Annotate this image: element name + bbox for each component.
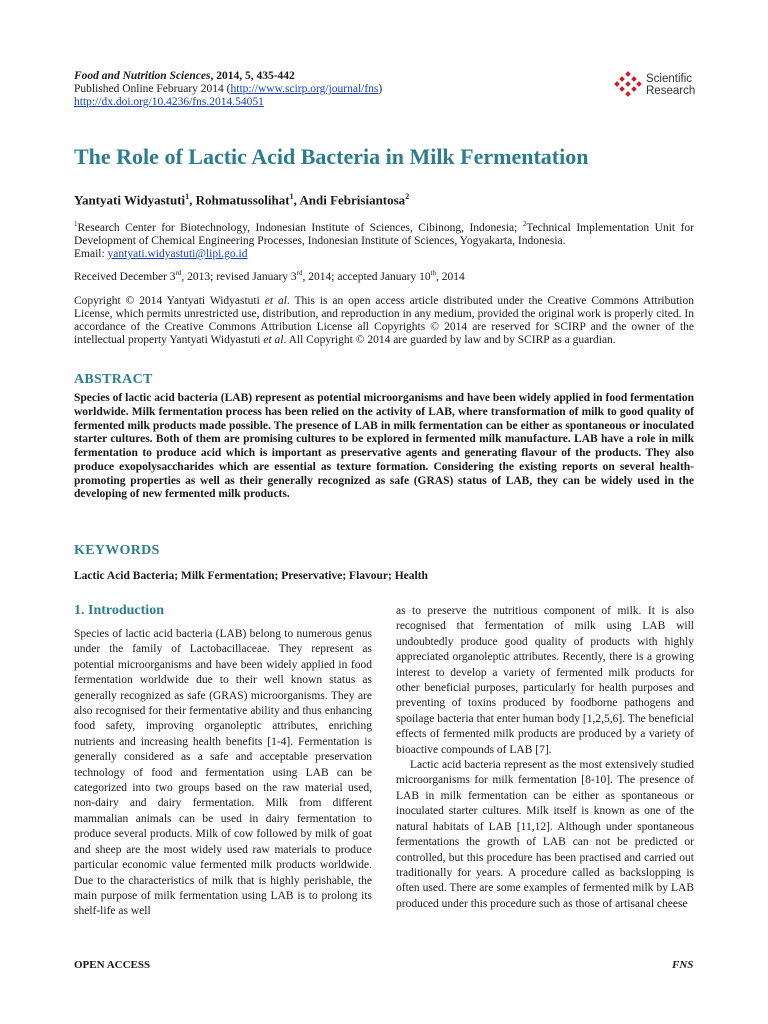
journal-name: Food and Nutrition Sciences — [74, 70, 211, 82]
left-column — [74, 627, 372, 920]
intro-paragraph-2: Lactic acid bacteria represent as the most extensively studied microorganisms for milk fermentation [8-10]. The presence of LAB in milk fermentation can be either as spontaneous or inoculated starter cultures. Milk itself is known as one of the natural habitats of LAB [11,12]. Although under spontaneous fermentations the growth of LAB can not be predicted or controlled, but this procedure has been practised and carried out traditionally for years. A procedure called as backslopping is often used. There are some examples of fermented milk by LAB produced under this procedure such as those of artisanal cheese — [396, 759, 694, 910]
intro-paragraph-1-cont: as to preserve the nutritious component of milk. It is also recognised that fermentation of milk using LAB will undoubtedly produce good quality of products with highly appreciated organoleptic attributes. Recently, there is a growing interest to develop a variety of fermented milk products for other beneficial purposes, particularly for health purposes and preventing of toxins produced by foodborne pathogens and spoilage bacteria that enter human body [1,2,5,6]. The beneficial effects of fermented milk products are produced by a variety of bioactive compounds of LAB [7]. — [396, 605, 694, 756]
affil-1-mark: 1 — [74, 220, 78, 228]
affiliations — [74, 218, 694, 261]
copyright-part-3: . All Copyright © 2014 are guarded by law and by SCIRP as a guardian. — [283, 334, 616, 346]
journal-header — [74, 70, 694, 109]
affil-2-mark: 2 — [522, 220, 527, 228]
affil-2-text: Technical Implementation Unit for Development of Chemical Engineering Processes, Indonesian Institute of Sciences, Yogyakarta, Indonesia. — [74, 221, 694, 247]
introduction-heading: 1. Introduction — [74, 603, 164, 618]
logo-text — [646, 73, 695, 98]
footer-journal-abbrev: FNS — [672, 959, 694, 971]
received-dates — [74, 269, 465, 283]
doi-link[interactable]: http://dx.doi.org/10.4236/fns.2014.54051 — [74, 96, 264, 108]
published-prefix: Published Online February 2014 ( — [74, 83, 231, 95]
author-1-affil: 1 — [185, 192, 190, 201]
keywords-heading: KEYWORDS — [74, 543, 160, 558]
accepted-year: , 2014 — [436, 270, 465, 283]
keywords-text: Lactic Acid Bacteria; Milk Fermentation; Preservative; Flavour; Health — [74, 570, 428, 582]
accepted-date: , 2014; accepted January 10 — [302, 270, 431, 283]
scientific-research-logo-icon — [612, 71, 644, 99]
copyright-part-1: Copyright © 2014 Yantyati Widyastuti — [74, 295, 265, 307]
footer-open-access: OPEN ACCESS — [74, 959, 151, 971]
ordinal: rd — [296, 269, 303, 277]
published-suffix: ) — [378, 83, 383, 95]
author-list: Yantyati Widyastuti$^1$, Rohmatussolihat$^1$, Andi Febrisiantosa$^2$ — [74, 192, 410, 208]
email-label: Email: — [74, 247, 108, 260]
email-link[interactable]: yantyati.widyastuti@lipi.go.id — [107, 247, 248, 260]
ordinal: th — [430, 269, 437, 277]
paper-title: The Role of Lactic Acid Bacteria in Milk Fermentation — [74, 144, 589, 169]
author-3-affil: 2 — [405, 192, 410, 201]
publisher-logo — [612, 70, 702, 100]
right-column — [396, 604, 694, 912]
abstract-text: Species of lactic acid bacteria (LAB) represent as potential microorganisms and have been widely applied in food fermentation worldwide. Milk fermentation process has been relied on the activity of LAB, where transformation of milk to good quality of fermented milk products made possible. The presence of LAB in milk fermentation can be either as spontaneous or inoculated starter cultures. Both of them are promising cultures to be explored in fermented milk manufacture. LAB have a role in milk fermentation to produce acid which is important as preservative agents and generating flavour of the products. They also produce exopolysaccharides which are essential as texture formation. Considering the existing reports on several health-promoting properties as well as their generally recognized as safe (GRAS) status of LAB, they can be widely used in the developing of new fermented milk products. — [74, 392, 694, 501]
et-al: et al — [263, 334, 284, 346]
author-1: Yantyati Widyastuti — [74, 192, 186, 208]
affil-1-text: Research Center for Biotechnology, Indonesian Institute of Sciences, Cibinong, Indonesia; — [77, 221, 523, 234]
logo-line-1: Scientific — [646, 72, 693, 85]
et-al: et al — [264, 295, 287, 307]
author-3: Andi Febrisiantosa — [299, 192, 406, 208]
journal-url-link[interactable]: http://www.scirp.org/journal/fns — [230, 83, 379, 95]
ordinal: rd — [175, 269, 182, 277]
revised-date: , 2013; revised January 3 — [181, 270, 297, 283]
received-date: Received December 3 — [74, 270, 176, 283]
copyright-notice — [74, 295, 694, 347]
intro-paragraph-1: Species of lactic acid bacteria (LAB) belong to numerous genus under the family of Lactobacillaceae. They represent as potential microorganisms and have been widely applied in food fermentation worldwide due to their well known status as generally recognized as safe (GRAS) microorganisms. They are also recognised for their fermentative ability and thus enhancing food safety, improving organoleptic attributes, enriching nutrients and increasing health benefits [1-4]. Fermentation is generally considered as a safe and acceptable preservation technology of food and fermentation using LAB can be categorized into two groups based on the raw material used, non-dairy and dairy fermentation. Milk from different mammalian animals can be used in dairy fermentation to produce several products. Milk of cow followed by milk of goat and sheep are the most widely used raw materials to produce particular economic value fermented milk products worldwide. Due to the characteristics of milk that is highly perishable, the main purpose of milk fermentation using LAB is to prolong its shelf-life as well — [74, 628, 372, 918]
author-2: Rohmatussolihat — [195, 192, 290, 208]
copyright-part-2: . This is an open access article distributed under the Creative Commons Attribution License, which permits unrestricted use, distribution, and reproduction in any medium, provided the original work is properly cited. In accordance of the Creative Commons Attribution License all Copyrights © 2014 are reserved for SCIRP and the owner of the intellectual property Yantyati Widyastuti — [74, 295, 694, 346]
logo-line-2: Research — [646, 85, 696, 97]
abstract-heading: ABSTRACT — [74, 372, 153, 387]
journal-citation — [74, 70, 694, 83]
published-line — [74, 83, 694, 96]
author-2-affil: 1 — [289, 192, 294, 201]
journal-volume: , 2014, 5, 435-442 — [210, 70, 295, 82]
